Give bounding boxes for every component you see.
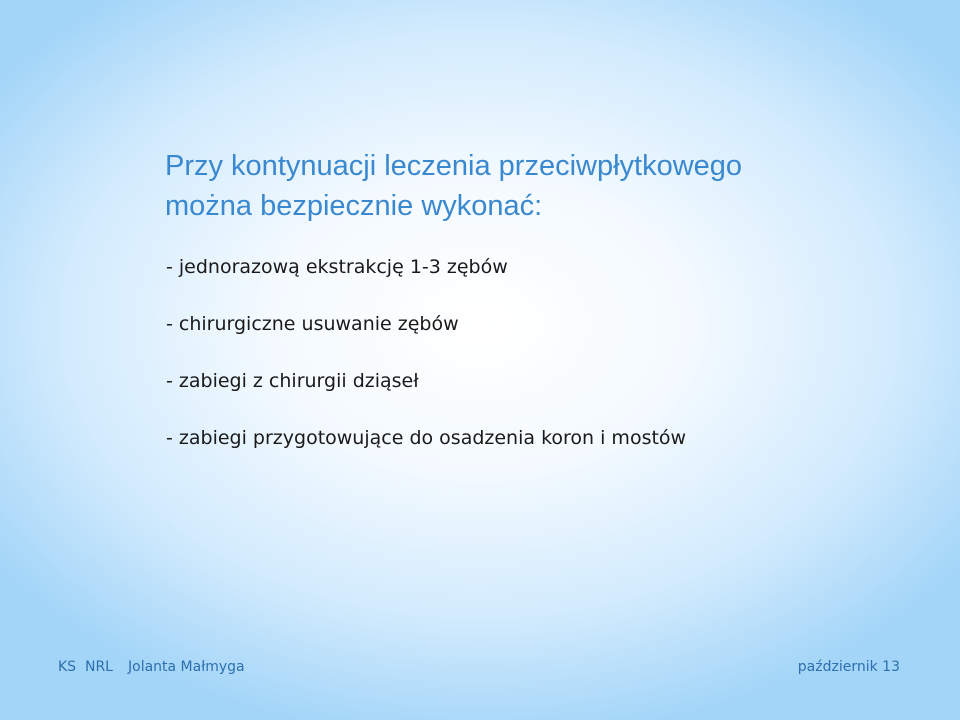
title-line-2: można bezpiecznie wykonać: (165, 190, 543, 222)
footer-date: październik 13 (797, 659, 900, 675)
title-line-1: Przy kontynuacji leczenia przeciwpłytkowego (165, 150, 743, 182)
list-item: - zabiegi z chirurgii dziąseł (166, 370, 419, 392)
footer-organization: KS NRL (58, 659, 113, 675)
list-item: - zabiegi przygotowujące do osadzenia koron i mostów (166, 427, 687, 449)
slide-title (165, 146, 925, 226)
list-item: - jednorazową ekstrakcję 1-3 zębów (166, 256, 508, 278)
footer-author: Jolanta Małmyga (128, 659, 245, 675)
list-item: - chirurgiczne usuwanie zębów (166, 313, 459, 335)
bullet-list (166, 252, 926, 480)
